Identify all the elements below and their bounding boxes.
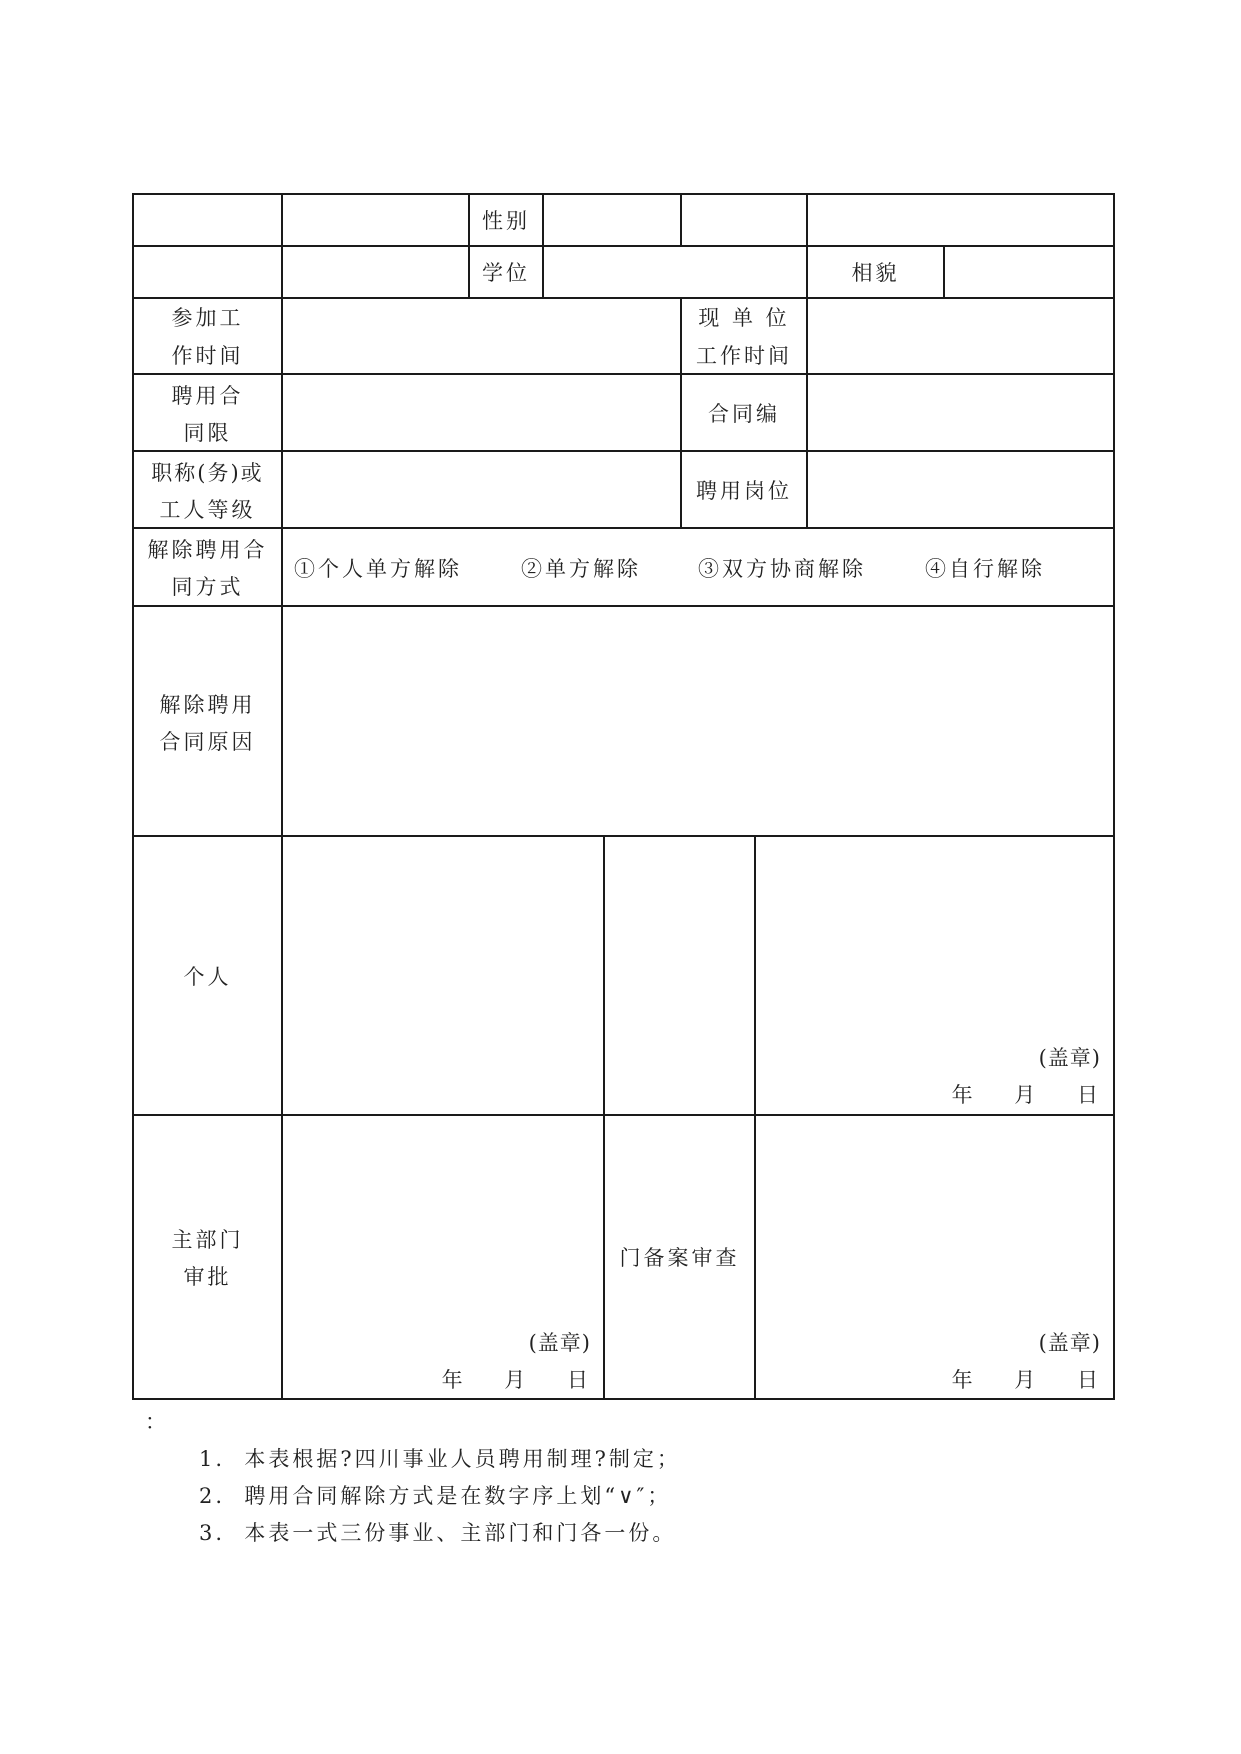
title-grade-label-line2: 工人等级 [159, 498, 256, 522]
note-item-3: 3. 本表一式三份事业、主部门和门各一份。 [199, 1521, 677, 1545]
approval-label-line1: 主部门 [171, 1228, 244, 1252]
note-item-1: 1. 本表根据?四川事业人员聘用制理?制定； [199, 1447, 681, 1471]
position-label: 聘用岗位 [696, 479, 792, 503]
title-grade-label-line1: 职称(务)或 [151, 461, 264, 485]
degree-label: 学位 [482, 261, 530, 285]
contract-number-label: 合同编 [708, 402, 780, 426]
current-unit-work-label-line1: 现 单 位 [698, 306, 790, 330]
seal-label-approval: (盖章) [528, 1331, 591, 1355]
date-label-approval: 年 月 日 [441, 1368, 591, 1392]
reason-label-line1: 解除聘用 [159, 693, 256, 717]
approval-label-line2: 审批 [183, 1265, 232, 1289]
option-mutual-agreement[interactable]: ③双方协商解除 [698, 557, 866, 581]
date-label-personal: 年 月 日 [951, 1083, 1101, 1107]
work-start-label-line2: 作时间 [171, 344, 244, 368]
note-item-2: 2. 聘用合同解除方式是在数字序上划“∨″； [199, 1484, 672, 1508]
option-personal-unilateral[interactable]: ①个人单方解除 [294, 557, 462, 581]
seal-label-personal: (盖章) [1038, 1046, 1101, 1070]
option-unit-unilateral[interactable]: ②单方解除 [521, 557, 641, 581]
contract-term-label-line2: 同限 [183, 421, 232, 445]
current-unit-work-label-line2: 工作时间 [696, 344, 792, 368]
filing-review-label: 门备案审查 [619, 1246, 740, 1270]
appearance-label: 相貌 [851, 261, 900, 285]
reason-label-line2: 合同原因 [159, 730, 256, 754]
contract-term-label-line1: 聘用合 [171, 384, 244, 408]
termination-method-label-line2: 同方式 [171, 575, 244, 599]
termination-method-label-line1: 解除聘用合 [147, 538, 268, 562]
date-label-filing: 年 月 日 [951, 1368, 1101, 1392]
option-self-termination[interactable]: ④自行解除 [925, 557, 1045, 581]
gender-label: 性别 [482, 209, 530, 233]
notes-colon: ： [145, 1410, 169, 1434]
personal-label: 个人 [183, 965, 232, 989]
work-start-label-line1: 参加工 [171, 306, 244, 330]
seal-label-filing: (盖章) [1038, 1331, 1101, 1355]
